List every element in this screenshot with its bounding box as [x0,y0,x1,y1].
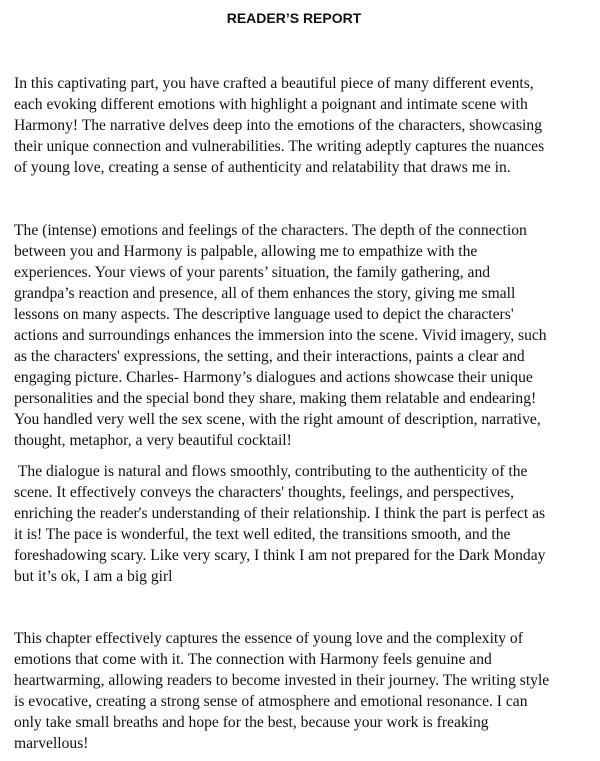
report-paragraph: In this captivating part, you have crafted a beautiful piece of many different events, each evoking different emotions with highlight a poignant and intimate scene with Harmony! The narrative delves deep into the emotions of the characters, showcasing their unique connection and vulnerabilities. The writing adeptly captures the nuances of young love, creating a sense of authenticity and relatability that draws me in. [14,75,545,176]
report-paragraph: The (intense) emotions and feelings of the characters. The depth of the connection between you and Harmony is palpable, allowing me to empathize with the experiences. Your views of your parents’ situation, the family gathering, and grandpa’s reaction and presence, all of them enhances the story, giving me small lessons on many aspects. The descriptive language used to depict the characters' actions and surroundings enhances the immersion into the scene. Vivid imagery, such as the characters' expressions, the setting, and their interactions, paints a clear and engaging picture. Charles- Harmony’s dialogues and actions showcase their unique personalities and the special bond they share, making them relatable and endearing! You handled very well the sex scene, with the right amount of description, narrative, thought, metaphor, a very beautiful cocktail! [14,222,547,449]
report-title: READER’S REPORT [226,10,362,26]
report-paragraph: The dialogue is natural and flows smoothly, contributing to the authenticity of the scene. It effectively conveys the characters' thoughts, feelings, and perspectives, enriching the reader's understanding of their relationship. I think the part is perfect as it is! The pace is wonderful, the text well edited, the transitions smooth, and the foreshadowing scary. Like very scary, I think I am not prepared for the Dark Monday but it’s ok, I am a big girl [14,463,546,585]
report-paragraph: This chapter effectively captures the essence of young love and the complexity of emotions that come with it. The connection with Harmony feels genuine and heartwarming, allowing readers to become invested in their journey. The writing style is evocative, creating a strong sense of atmosphere and emotional resonance. I can only take small breaths and hope for the best, because your work is freaking marvellous! [14,630,550,752]
